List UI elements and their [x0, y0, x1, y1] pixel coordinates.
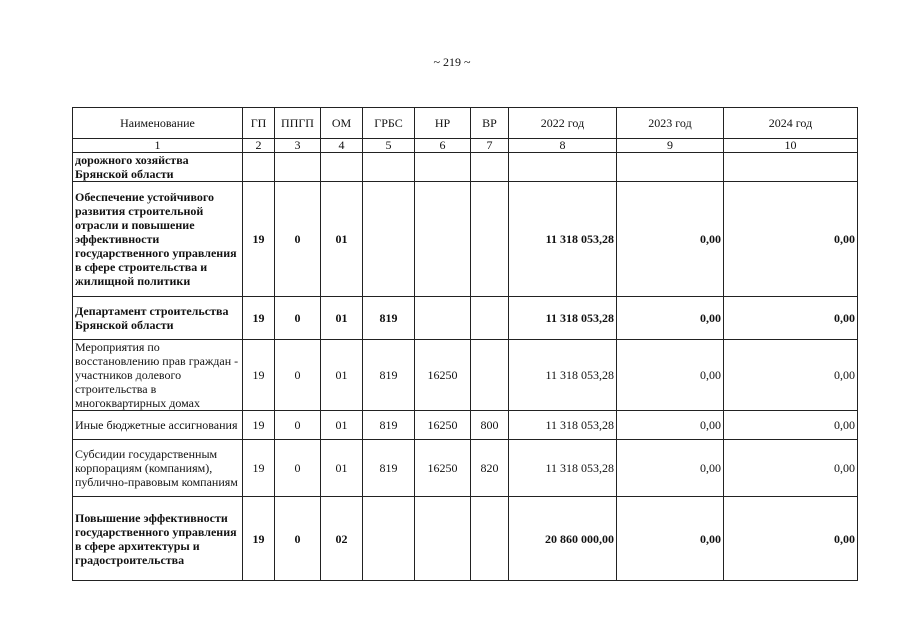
row-ppgp: 0 [275, 440, 321, 497]
table-row [73, 182, 858, 297]
row-nr: 16250 [415, 340, 471, 411]
row-gp [243, 153, 275, 182]
row-vr [471, 153, 509, 182]
row-name: Иные бюджетные ассигнования [73, 411, 243, 440]
row-grbs [363, 182, 415, 297]
row-om: 02 [321, 497, 363, 581]
table-row [73, 497, 858, 581]
row-vr [471, 297, 509, 340]
column-number-row [73, 139, 858, 153]
header-om: ОМ [321, 108, 363, 139]
row-amount-2022: 11 318 053,28 [509, 411, 617, 440]
row-gp: 19 [243, 182, 275, 297]
column-number: 4 [321, 139, 363, 153]
row-amount-2024: 0,00 [724, 440, 858, 497]
row-vr: 800 [471, 411, 509, 440]
row-om: 01 [321, 182, 363, 297]
row-vr: 820 [471, 440, 509, 497]
column-number: 7 [471, 139, 509, 153]
row-vr [471, 182, 509, 297]
row-amount-2024: 0,00 [724, 340, 858, 411]
row-nr [415, 297, 471, 340]
row-ppgp: 0 [275, 297, 321, 340]
table-row [73, 153, 858, 182]
row-amount-2023 [617, 153, 724, 182]
row-amount-2023: 0,00 [617, 440, 724, 497]
column-number: 9 [617, 139, 724, 153]
row-grbs [363, 153, 415, 182]
row-amount-2024: 0,00 [724, 297, 858, 340]
header-2024: 2024 год [724, 108, 858, 139]
table-row [73, 411, 858, 440]
row-grbs [363, 497, 415, 581]
row-om: 01 [321, 297, 363, 340]
row-nr [415, 497, 471, 581]
column-number: 1 [73, 139, 243, 153]
row-nr [415, 182, 471, 297]
row-gp: 19 [243, 411, 275, 440]
row-amount-2023: 0,00 [617, 297, 724, 340]
row-amount-2024: 0,00 [724, 182, 858, 297]
row-grbs: 819 [363, 297, 415, 340]
row-grbs: 819 [363, 411, 415, 440]
row-om [321, 153, 363, 182]
row-ppgp: 0 [275, 182, 321, 297]
row-om: 01 [321, 340, 363, 411]
header-gp: ГП [243, 108, 275, 139]
header-row [73, 108, 858, 139]
row-gp: 19 [243, 340, 275, 411]
row-vr [471, 497, 509, 581]
row-amount-2024: 0,00 [724, 497, 858, 581]
header-2023: 2023 год [617, 108, 724, 139]
table-row [73, 440, 858, 497]
row-name: Мероприятия по восстановлению прав граждан - участников долевого строительства в многоквартирных домах [73, 340, 243, 411]
page-number: ~ 219 ~ [433, 55, 471, 69]
row-gp: 19 [243, 497, 275, 581]
column-number: 6 [415, 139, 471, 153]
header-2022: 2022 год [509, 108, 617, 139]
row-nr: 16250 [415, 411, 471, 440]
row-amount-2023: 0,00 [617, 411, 724, 440]
row-amount-2023: 0,00 [617, 340, 724, 411]
row-name: дорожного хозяйства Брянской области [73, 153, 243, 182]
header-name: Наименование [73, 108, 243, 139]
header-vr: ВР [471, 108, 509, 139]
row-amount-2022: 11 318 053,28 [509, 297, 617, 340]
table-body [73, 153, 858, 581]
header-nr: НР [415, 108, 471, 139]
row-ppgp [275, 153, 321, 182]
row-amount-2023: 0,00 [617, 182, 724, 297]
row-ppgp: 0 [275, 340, 321, 411]
budget-table [72, 107, 858, 581]
row-grbs: 819 [363, 440, 415, 497]
row-amount-2022: 11 318 053,28 [509, 440, 617, 497]
row-amount-2022: 11 318 053,28 [509, 340, 617, 411]
table-row [73, 297, 858, 340]
row-amount-2023: 0,00 [617, 497, 724, 581]
header-grbs: ГРБС [363, 108, 415, 139]
row-ppgp: 0 [275, 411, 321, 440]
row-grbs: 819 [363, 340, 415, 411]
row-ppgp: 0 [275, 497, 321, 581]
row-nr: 16250 [415, 440, 471, 497]
row-name: Повышение эффективности государственного управления в сфере архитектуры и градостроительства [73, 497, 243, 581]
row-vr [471, 340, 509, 411]
header-ppgp: ППГП [275, 108, 321, 139]
row-om: 01 [321, 411, 363, 440]
row-amount-2022: 11 318 053,28 [509, 182, 617, 297]
column-number: 3 [275, 139, 321, 153]
row-name: Обеспечение устойчивого развития строительной отрасли и повышение эффективности государственного управления в сфере строительства и жилищной политики [73, 182, 243, 297]
row-gp: 19 [243, 440, 275, 497]
row-amount-2022: 20 860 000,00 [509, 497, 617, 581]
column-number: 10 [724, 139, 858, 153]
row-name: Департамент строительства Брянской области [73, 297, 243, 340]
row-name: Субсидии государственным корпорациям (компаниям), публично-правовым компаниям [73, 440, 243, 497]
column-number: 8 [509, 139, 617, 153]
row-nr [415, 153, 471, 182]
table-row [73, 340, 858, 411]
row-amount-2024 [724, 153, 858, 182]
column-number: 5 [363, 139, 415, 153]
column-number: 2 [243, 139, 275, 153]
row-amount-2022 [509, 153, 617, 182]
row-amount-2024: 0,00 [724, 411, 858, 440]
row-om: 01 [321, 440, 363, 497]
row-gp: 19 [243, 297, 275, 340]
